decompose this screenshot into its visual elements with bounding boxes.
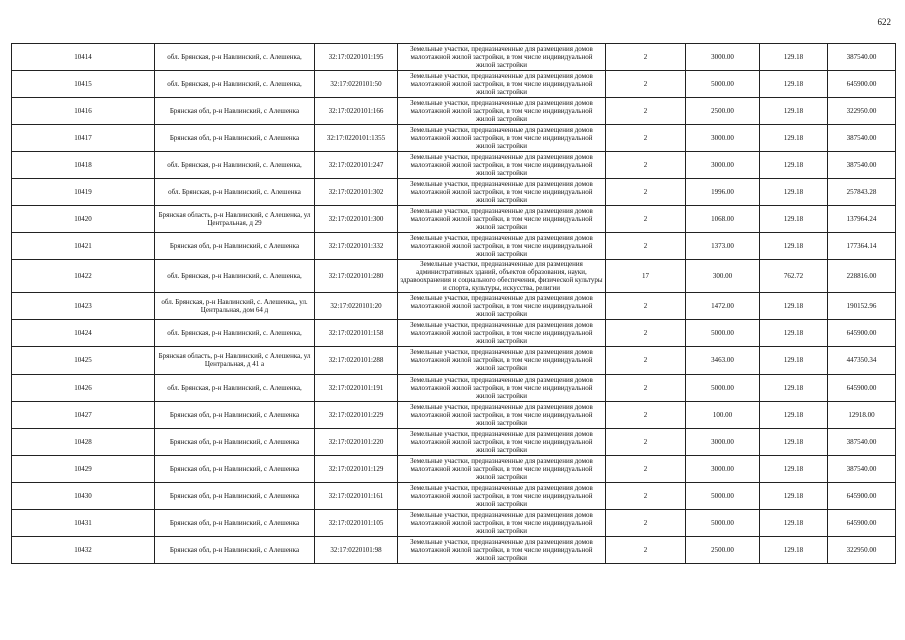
row-number-cell: 10416	[12, 98, 155, 125]
address-cell: Брянская обл, р-н Навлинский, с Алешенка	[155, 509, 315, 536]
address-cell: обл. Брянская, р-н Навлинский, с. Алешенка,	[155, 71, 315, 98]
area-cell: 100.00	[686, 401, 760, 428]
cadastral-number-cell: 32:17:0220101:247	[315, 152, 398, 179]
address-cell: Брянская обл, р-н Навлинский, с Алешенка	[155, 482, 315, 509]
group-cell: 2	[606, 482, 686, 509]
cadastral-number-cell: 32:17:0220101:332	[315, 233, 398, 260]
row-number-cell: 10426	[12, 374, 155, 401]
table-row	[12, 320, 896, 347]
group-cell: 2	[606, 320, 686, 347]
group-cell: 2	[606, 455, 686, 482]
area-cell: 1068.00	[686, 206, 760, 233]
area-cell: 3000.00	[686, 152, 760, 179]
area-cell: 1373.00	[686, 233, 760, 260]
table-row	[12, 260, 896, 293]
rate-cell: 129.18	[760, 536, 828, 563]
cadastral-value-cell: 12918.00	[828, 401, 896, 428]
address-cell: Брянская обл, р-н Навлинский, с Алешенка	[155, 233, 315, 260]
cadastral-number-cell: 32:17:0220101:195	[315, 44, 398, 71]
cadastral-number-cell: 32:17:0220101:105	[315, 509, 398, 536]
table-row	[12, 536, 896, 563]
area-cell: 5000.00	[686, 509, 760, 536]
table-row	[12, 374, 896, 401]
land-use-cell: Земельные участки, предназначенные для размещения домов малоэтажной жилой застройки, в том числе индивидуальной жилой застройки	[398, 482, 606, 509]
group-cell: 2	[606, 233, 686, 260]
row-number-cell: 10429	[12, 455, 155, 482]
address-cell: обл. Брянская, р-н Навлинский, с. Алешенка,	[155, 152, 315, 179]
land-use-cell: Земельные участки, предназначенные для размещения домов малоэтажной жилой застройки, в том числе индивидуальной жилой застройки	[398, 536, 606, 563]
area-cell: 3000.00	[686, 455, 760, 482]
land-use-cell: Земельные участки, предназначенные для размещения домов малоэтажной жилой застройки, в том числе индивидуальной жилой застройки	[398, 98, 606, 125]
table-row	[12, 509, 896, 536]
cadastral-value-cell: 645900.00	[828, 320, 896, 347]
group-cell: 2	[606, 71, 686, 98]
group-cell: 2	[606, 206, 686, 233]
cadastral-number-cell: 32:17:0220101:166	[315, 98, 398, 125]
rate-cell: 129.18	[760, 98, 828, 125]
cadastral-number-cell: 32:17:0220101:302	[315, 179, 398, 206]
cadastral-value-cell: 137964.24	[828, 206, 896, 233]
land-use-cell: Земельные участки, предназначенные для размещения домов малоэтажной жилой застройки, в том числе индивидуальной жилой застройки	[398, 125, 606, 152]
cadastral-value-cell: 387540.00	[828, 152, 896, 179]
cadastral-value-cell: 645900.00	[828, 374, 896, 401]
row-number-cell: 10427	[12, 401, 155, 428]
table-row	[12, 482, 896, 509]
cadastral-value-cell: 322950.00	[828, 98, 896, 125]
address-cell: Брянская обл, р-н Навлинский, с Алешенка	[155, 536, 315, 563]
cadastral-number-cell: 32:17:0220101:191	[315, 374, 398, 401]
cadastral-value-cell: 257843.28	[828, 179, 896, 206]
row-number-cell: 10421	[12, 233, 155, 260]
row-number-cell: 10414	[12, 44, 155, 71]
cadastral-number-cell: 32:17:0220101:158	[315, 320, 398, 347]
area-cell: 1472.00	[686, 293, 760, 320]
row-number-cell: 10425	[12, 347, 155, 374]
table-row	[12, 125, 896, 152]
group-cell: 2	[606, 428, 686, 455]
cadastral-number-cell: 32:17:0220101:288	[315, 347, 398, 374]
rate-cell: 129.18	[760, 320, 828, 347]
area-cell: 3000.00	[686, 125, 760, 152]
cadastral-number-cell: 32:17:0220101:20	[315, 293, 398, 320]
row-number-cell: 10422	[12, 260, 155, 293]
row-number-cell: 10419	[12, 179, 155, 206]
address-cell: обл. Брянская, р-н Навлинский, с. Алешенка,	[155, 44, 315, 71]
area-cell: 3463.00	[686, 347, 760, 374]
cadastral-value-cell: 228816.00	[828, 260, 896, 293]
cadastral-number-cell: 32:17:0220101:280	[315, 260, 398, 293]
cadastral-value-cell: 322950.00	[828, 536, 896, 563]
rate-cell: 129.18	[760, 293, 828, 320]
row-number-cell: 10417	[12, 125, 155, 152]
cadastral-value-cell: 645900.00	[828, 509, 896, 536]
address-cell: Брянская область, р-н Навлинский, с Алешенка, ул Центральная, д 41 а	[155, 347, 315, 374]
cadastral-value-cell: 645900.00	[828, 71, 896, 98]
row-number-cell: 10424	[12, 320, 155, 347]
rate-cell: 129.18	[760, 374, 828, 401]
group-cell: 2	[606, 44, 686, 71]
table-row	[12, 71, 896, 98]
address-cell: обл. Брянская, р-н Навлинский, с. Алешенка,	[155, 260, 315, 293]
address-cell: Брянская обл, р-н Навлинский, с Алешенка	[155, 401, 315, 428]
cadastral-value-cell: 387540.00	[828, 428, 896, 455]
land-use-cell: Земельные участки, предназначенные для размещения домов малоэтажной жилой застройки, в том числе индивидуальной жилой застройки	[398, 206, 606, 233]
group-cell: 2	[606, 152, 686, 179]
cadastral-number-cell: 32:17:0220101:300	[315, 206, 398, 233]
cadastral-value-cell: 645900.00	[828, 482, 896, 509]
address-cell: обл. Брянская, р-н Навлинский, с. Алешенка	[155, 179, 315, 206]
rate-cell: 129.18	[760, 125, 828, 152]
row-number-cell: 10420	[12, 206, 155, 233]
area-cell: 5000.00	[686, 71, 760, 98]
rate-cell: 129.18	[760, 482, 828, 509]
row-number-cell: 10428	[12, 428, 155, 455]
cadastral-value-cell: 447350.34	[828, 347, 896, 374]
rate-cell: 129.18	[760, 509, 828, 536]
rate-cell: 129.18	[760, 401, 828, 428]
land-use-cell: Земельные участки, предназначенные для размещения административных зданий, объектов образования, науки, здравоохранения и социального обеспечения, физической культуры и спорта, культуры, искусства, религии	[398, 260, 606, 293]
area-cell: 3000.00	[686, 428, 760, 455]
area-cell: 2500.00	[686, 98, 760, 125]
row-number-cell: 10430	[12, 482, 155, 509]
land-use-cell: Земельные участки, предназначенные для размещения домов малоэтажной жилой застройки, в том числе индивидуальной жилой застройки	[398, 509, 606, 536]
area-cell: 5000.00	[686, 374, 760, 401]
land-use-cell: Земельные участки, предназначенные для размещения домов малоэтажной жилой застройки, в том числе индивидуальной жилой застройки	[398, 347, 606, 374]
cadastral-number-cell: 32:17:0220101:161	[315, 482, 398, 509]
row-number-cell: 10431	[12, 509, 155, 536]
rate-cell: 129.18	[760, 152, 828, 179]
rate-cell: 129.18	[760, 206, 828, 233]
group-cell: 2	[606, 536, 686, 563]
rate-cell: 129.18	[760, 428, 828, 455]
area-cell: 5000.00	[686, 320, 760, 347]
address-cell: обл. Брянская, р-н Навлинский, с. Алешенка,, ул. Центральная, дом 64 д	[155, 293, 315, 320]
area-cell: 1996.00	[686, 179, 760, 206]
land-use-cell: Земельные участки, предназначенные для размещения домов малоэтажной жилой застройки, в том числе индивидуальной жилой застройки	[398, 71, 606, 98]
group-cell: 2	[606, 509, 686, 536]
group-cell: 2	[606, 401, 686, 428]
group-cell: 2	[606, 179, 686, 206]
table-row	[12, 179, 896, 206]
land-use-cell: Земельные участки, предназначенные для размещения домов малоэтажной жилой застройки, в том числе индивидуальной жилой застройки	[398, 401, 606, 428]
table-row	[12, 428, 896, 455]
table-row	[12, 401, 896, 428]
land-use-cell: Земельные участки, предназначенные для размещения домов малоэтажной жилой застройки, в том числе индивидуальной жилой застройки	[398, 374, 606, 401]
table-row	[12, 206, 896, 233]
land-plot-table	[11, 43, 896, 564]
row-number-cell: 10432	[12, 536, 155, 563]
page-number: 622	[877, 17, 891, 27]
area-cell: 300.00	[686, 260, 760, 293]
table-row	[12, 152, 896, 179]
land-use-cell: Земельные участки, предназначенные для размещения домов малоэтажной жилой застройки, в том числе индивидуальной жилой застройки	[398, 428, 606, 455]
cadastral-value-cell: 387540.00	[828, 125, 896, 152]
address-cell: Брянская обл, р-н Навлинский, с Алешенка	[155, 125, 315, 152]
cadastral-number-cell: 32:17:0220101:98	[315, 536, 398, 563]
address-cell: обл. Брянская, р-н Навлинский, с. Алешенка,	[155, 374, 315, 401]
group-cell: 2	[606, 125, 686, 152]
rate-cell: 129.18	[760, 71, 828, 98]
cadastral-value-cell: 387540.00	[828, 44, 896, 71]
land-use-cell: Земельные участки, предназначенные для размещения домов малоэтажной жилой застройки, в том числе индивидуальной жилой застройки	[398, 152, 606, 179]
row-number-cell: 10418	[12, 152, 155, 179]
land-use-cell: Земельные участки, предназначенные для размещения домов малоэтажной жилой застройки, в том числе индивидуальной жилой застройки	[398, 320, 606, 347]
land-use-cell: Земельные участки, предназначенные для размещения домов малоэтажной жилой застройки, в том числе индивидуальной жилой застройки	[398, 179, 606, 206]
cadastral-number-cell: 32:17:0220101:220	[315, 428, 398, 455]
area-cell: 3000.00	[686, 44, 760, 71]
cadastral-value-cell: 177364.14	[828, 233, 896, 260]
land-use-cell: Земельные участки, предназначенные для размещения домов малоэтажной жилой застройки, в том числе индивидуальной жилой застройки	[398, 293, 606, 320]
address-cell: Брянская обл, р-н Навлинский, с Алешенка	[155, 98, 315, 125]
cadastral-value-cell: 387540.00	[828, 455, 896, 482]
row-number-cell: 10423	[12, 293, 155, 320]
area-cell: 2500.00	[686, 536, 760, 563]
land-use-cell: Земельные участки, предназначенные для размещения домов малоэтажной жилой застройки, в том числе индивидуальной жилой застройки	[398, 44, 606, 71]
land-use-cell: Земельные участки, предназначенные для размещения домов малоэтажной жилой застройки, в том числе индивидуальной жилой застройки	[398, 455, 606, 482]
rate-cell: 129.18	[760, 44, 828, 71]
group-cell: 17	[606, 260, 686, 293]
table-row	[12, 98, 896, 125]
cadastral-number-cell: 32:17:0220101:129	[315, 455, 398, 482]
rate-cell: 129.18	[760, 455, 828, 482]
cadastral-value-cell: 190152.96	[828, 293, 896, 320]
group-cell: 2	[606, 293, 686, 320]
table-row	[12, 233, 896, 260]
rate-cell: 129.18	[760, 347, 828, 374]
address-cell: Брянская обл, р-н Навлинский, с Алешенка	[155, 455, 315, 482]
cadastral-number-cell: 32:17:0220101:229	[315, 401, 398, 428]
rate-cell: 762.72	[760, 260, 828, 293]
table-row	[12, 347, 896, 374]
address-cell: Брянская область, р-н Навлинский, с Алешенка, ул Центральная, д 29	[155, 206, 315, 233]
table-row	[12, 44, 896, 71]
group-cell: 2	[606, 98, 686, 125]
cadastral-number-cell: 32:17:0220101:1355	[315, 125, 398, 152]
cadastral-number-cell: 32:17:0220101:50	[315, 71, 398, 98]
group-cell: 2	[606, 347, 686, 374]
group-cell: 2	[606, 374, 686, 401]
table-row	[12, 455, 896, 482]
area-cell: 5000.00	[686, 482, 760, 509]
address-cell: обл. Брянская, р-н Навлинский, с. Алешенка,	[155, 320, 315, 347]
land-use-cell: Земельные участки, предназначенные для размещения домов малоэтажной жилой застройки, в том числе индивидуальной жилой застройки	[398, 233, 606, 260]
rate-cell: 129.18	[760, 233, 828, 260]
rate-cell: 129.18	[760, 179, 828, 206]
row-number-cell: 10415	[12, 71, 155, 98]
table-row	[12, 293, 896, 320]
address-cell: Брянская обл, р-н Навлинский, с Алешенка	[155, 428, 315, 455]
